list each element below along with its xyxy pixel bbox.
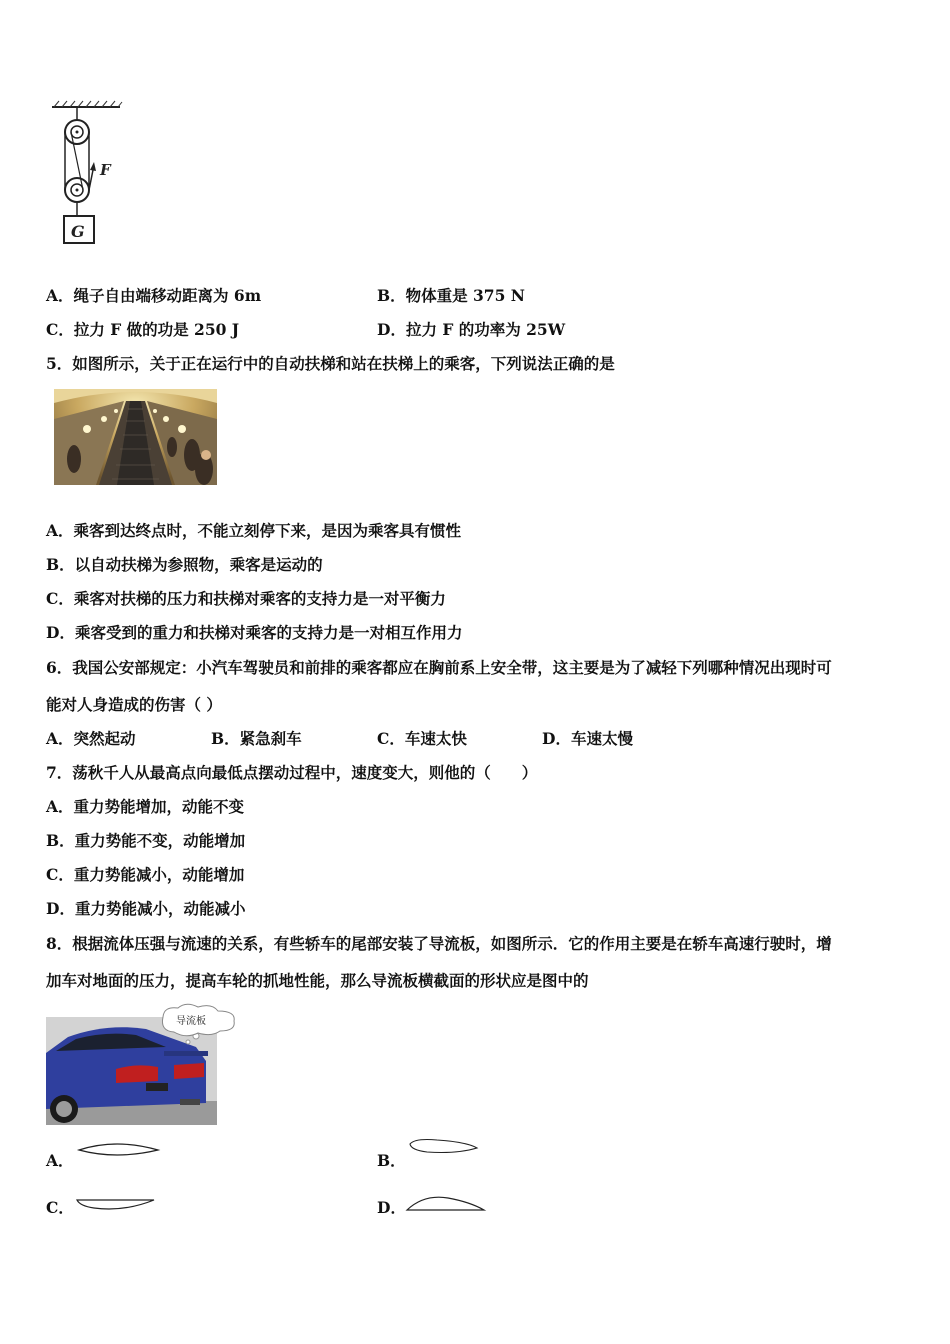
q7-option-c: C．重力势能减小，动能增加 [46,865,245,884]
q4-option-a: A．绳子自由端移动距离为 6m [46,286,262,305]
q5-stem: 5．如图所示，关于正在运行中的自动扶梯和站在扶梯上的乘客，下列说法正确的是 [46,354,615,373]
q5-option-c: C．乘客对扶梯的压力和扶梯对乘客的支持力是一对平衡力 [46,589,446,608]
q5-option-d: D．乘客受到的重力和扶梯对乘客的支持力是一对相互作用力 [46,623,463,642]
q8-option-b: B． [377,1151,406,1170]
q6-option-d: D．车速太慢 [542,729,633,748]
shape-b-airfoil-down [407,1136,481,1158]
pulley-diagram [48,98,128,250]
q5-option-a: A．乘客到达终点时，不能立刻停下来，是因为乘客具有惯性 [46,521,462,540]
q8-option-a: A． [46,1151,74,1170]
shape-a-ellipse [76,1140,162,1160]
q6-option-c: C．车速太快 [377,729,467,748]
q7-option-a: A．重力势能增加，动能不变 [46,797,245,816]
spoiler-bubble-label: 导流板 [176,1016,206,1027]
shape-c-flat-top [74,1194,158,1214]
escalator-photo [54,389,217,485]
weight-label: G [71,222,85,241]
q8-stem-line2: 加车对地面的压力，提高车轮的抓地性能，那么导流板横截面的形状应是图中的 [46,971,589,990]
q6-option-a: A．突然起动 [46,729,136,748]
q5-option-b: B．以自动扶梯为参照物，乘客是运动的 [46,555,323,574]
car-spoiler-photo [46,1003,238,1125]
q8-stem-line1: 8．根据流体压强与流速的关系，有些轿车的尾部安装了导流板，如图所示．它的作用主要是在轿车高速行驶时，增 [46,934,832,953]
q6-option-b: B．紧急刹车 [211,729,302,748]
q8-option-c: C． [46,1198,74,1217]
force-label: F [100,161,111,179]
q8-option-d: D． [377,1198,406,1217]
q4-option-c: C．拉力 F 做的功是 250 J [46,320,240,339]
q7-option-d: D．重力势能减小，动能减小 [46,899,246,918]
q7-stem: 7．荡秋千人从最高点向最低点摆动过程中，速度变大，则他的（ ） [46,763,538,782]
shape-d-curved-top [404,1194,488,1214]
q4-option-b: B．物体重是 375 N [377,286,525,305]
q7-option-b: B．重力势能不变，动能增加 [46,831,246,850]
q6-stem-line2: 能对人身造成的伤害（ ） [46,695,222,714]
q6-stem-line1: 6．我国公安部规定：小汽车驾驶员和前排的乘客都应在胸前系上安全带，这主要是为了减轻下列哪种情况出现时可 [46,658,832,677]
q4-option-d: D．拉力 F 的功率为 25W [377,320,566,339]
